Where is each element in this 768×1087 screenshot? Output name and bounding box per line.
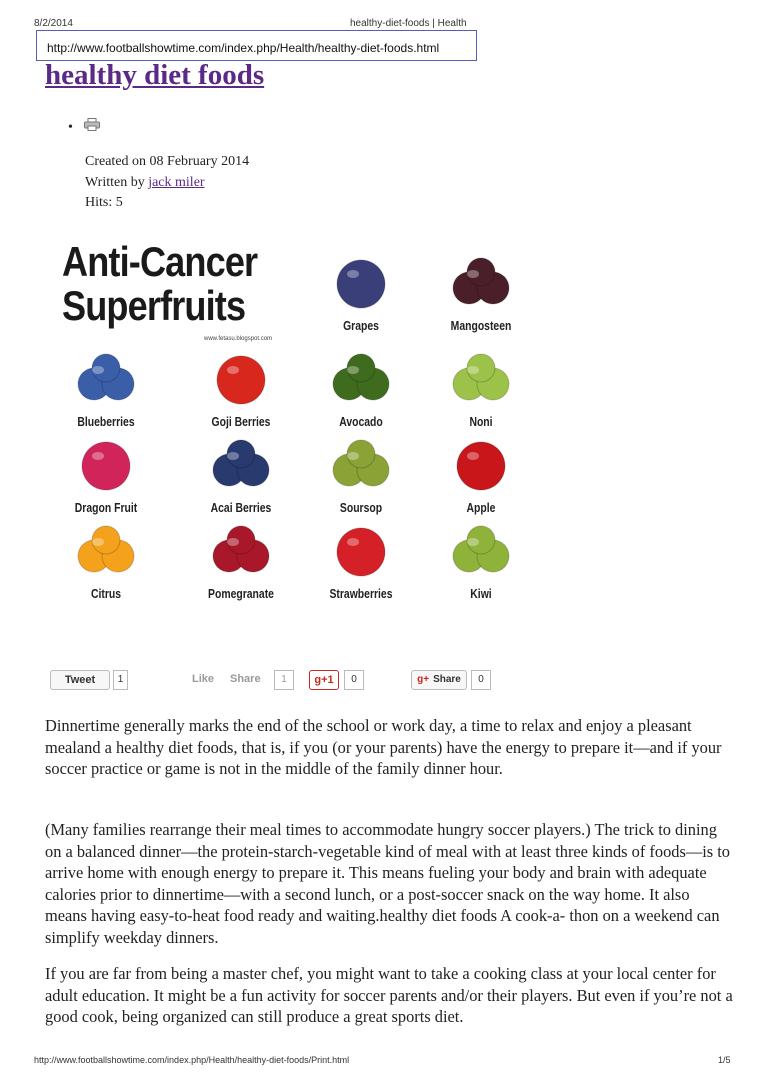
fruit-label: Acai Berries (210, 500, 272, 515)
fruit-item (311, 432, 411, 515)
citrus-icon (68, 518, 144, 584)
fruit-highlight (467, 452, 479, 460)
author-link[interactable]: jack miler (148, 175, 205, 190)
fruit-highlight (92, 452, 104, 460)
gplus-share-icon: g+ (417, 674, 430, 685)
fruit-shape (457, 442, 505, 490)
url-box (36, 30, 477, 61)
blueberries-icon (68, 346, 144, 412)
fruit-shape (337, 260, 385, 308)
fruit-label: Citrus (90, 586, 122, 601)
fruit-item (311, 518, 411, 601)
paragraph-3: If you are far from being a master chef, you might want to take a cooking class at your local center for adult education. It might be a fun activity for soccer parents and/or their players. But even if you’re not a good cook, being organized can still produce a great sports diet. (45, 964, 733, 1026)
fruit-label: Goji Berries (211, 414, 271, 429)
fruit-label: Strawberries (329, 586, 393, 601)
fruit-label: Apple (466, 500, 496, 515)
fruit-highlight (467, 366, 479, 374)
fruit-highlight (467, 270, 479, 278)
written-by (85, 175, 205, 191)
hits: Hits: 5 (85, 195, 123, 210)
fruit-item (431, 518, 531, 601)
fruit-label: Pomegranate (208, 586, 274, 601)
print-page-title: healthy-diet-foods | Health (350, 18, 467, 29)
footer-url: http://www.footballshowtime.com/index.php/Health/healthy-diet-foods/Print.html (34, 1055, 350, 1065)
infographic-title-line1: Anti-Cancer (62, 238, 258, 285)
gplus-share-button[interactable] (411, 670, 467, 690)
fruit-highlight (347, 366, 359, 374)
fruit-label: Dragon Fruit (74, 500, 138, 515)
kiwi-icon (443, 518, 519, 584)
gplus-share-label: Share (433, 674, 461, 685)
dragon-fruit-icon (68, 432, 144, 498)
footer-page-number: 1/5 (718, 1055, 731, 1065)
fruit-item (56, 518, 156, 601)
infographic-title-line2: Superfruits (62, 282, 246, 329)
gplus-count: 0 (344, 670, 364, 690)
share-button[interactable]: Share (230, 673, 261, 685)
gplus-one-button[interactable] (309, 670, 339, 690)
fruit-item (311, 250, 411, 333)
soursop-icon (323, 432, 399, 498)
fruit-shape (337, 528, 385, 576)
superfruits-infographic (56, 236, 536, 624)
infographic-source: www.fetasu.blogspot.com (204, 336, 273, 342)
fruit-highlight (347, 270, 359, 278)
article-title[interactable]: healthy diet foods (45, 59, 265, 91)
mangosteen-icon (443, 250, 519, 316)
fruit-label: Soursop (339, 500, 383, 515)
strawberries-icon (323, 518, 399, 584)
fb-share-count: 1 (274, 670, 294, 690)
url-text: http://www.footballshowtime.com/index.php/Health/healthy-diet-foods.html (47, 41, 440, 55)
fruit-item (56, 432, 156, 515)
infographic-title (62, 240, 257, 328)
avocado-icon (323, 346, 399, 412)
goji-berries-icon (203, 346, 279, 412)
fruit-highlight (347, 538, 359, 546)
fruit-item (56, 346, 156, 429)
created-date: Created on 08 February 2014 (85, 154, 250, 169)
pomegranate-icon (203, 518, 279, 584)
fruit-label: Avocado (339, 414, 383, 429)
fruit-label: Noni (469, 414, 493, 429)
gplus-icon: g (314, 674, 322, 686)
written-by-label: Written by (85, 175, 149, 190)
paragraph-1: Dinnertime generally marks the end of the school or work day, a time to relax and enjoy a pleasant mealand a healthy diet foods, that is, if you (or your parents) have the energy to prepare it—and if your soccer practice or game is not in the middle of the family dinner hour. (45, 716, 722, 778)
like-button[interactable]: Like (192, 673, 215, 685)
fruit-item (431, 250, 531, 333)
fruit-label: Mangosteen (450, 318, 512, 333)
fruit-item (191, 432, 291, 515)
acai-berries-icon (203, 432, 279, 498)
fruit-label: Kiwi (470, 586, 492, 601)
fruit-item (191, 518, 291, 601)
fruit-item (311, 346, 411, 429)
fruit-highlight (92, 366, 104, 374)
tweet-button[interactable]: Tweet (50, 670, 110, 690)
fruit-highlight (467, 538, 479, 546)
paragraph-2: (Many families rearrange their meal times to accommodate hungry soccer players.) The trick to dining on a balanced dinner—the protein-starch-vegetable kind of meal with at least three kinds of foods—is to arrive home with enough energy to prepare it. This means fueling your body and brain with adequate calories prior to dinnertime—with a second lunch, or a post-soccer snack on the way home. It also means having easy-to-heat food ready and waiting.healthy diet foods A cook-a- thon on a weekend can simplify weekday dinners. (45, 820, 731, 947)
tweet-count: 1 (113, 670, 128, 690)
fruit-item (431, 346, 531, 429)
fruit-highlight (347, 452, 359, 460)
noni-icon (443, 346, 519, 412)
fruit-item (431, 432, 531, 515)
fruit-label: Blueberries (77, 414, 135, 429)
grapes-icon (323, 250, 399, 316)
fruit-highlight (227, 452, 239, 460)
fruit-highlight (227, 538, 239, 546)
printer-icon[interactable] (84, 118, 100, 131)
apple-icon (443, 432, 519, 498)
fruit-shape (82, 442, 130, 490)
fruit-item (191, 346, 291, 429)
fruit-label: Grapes (343, 318, 379, 333)
fruit-shape (217, 356, 265, 404)
gplus-label: +1 (321, 674, 334, 686)
fruit-highlight (227, 366, 239, 374)
gplus-share-count: 0 (471, 670, 491, 690)
fruit-highlight (92, 538, 104, 546)
print-date: 8/2/2014 (34, 18, 73, 29)
list-bullet: • (68, 120, 73, 135)
